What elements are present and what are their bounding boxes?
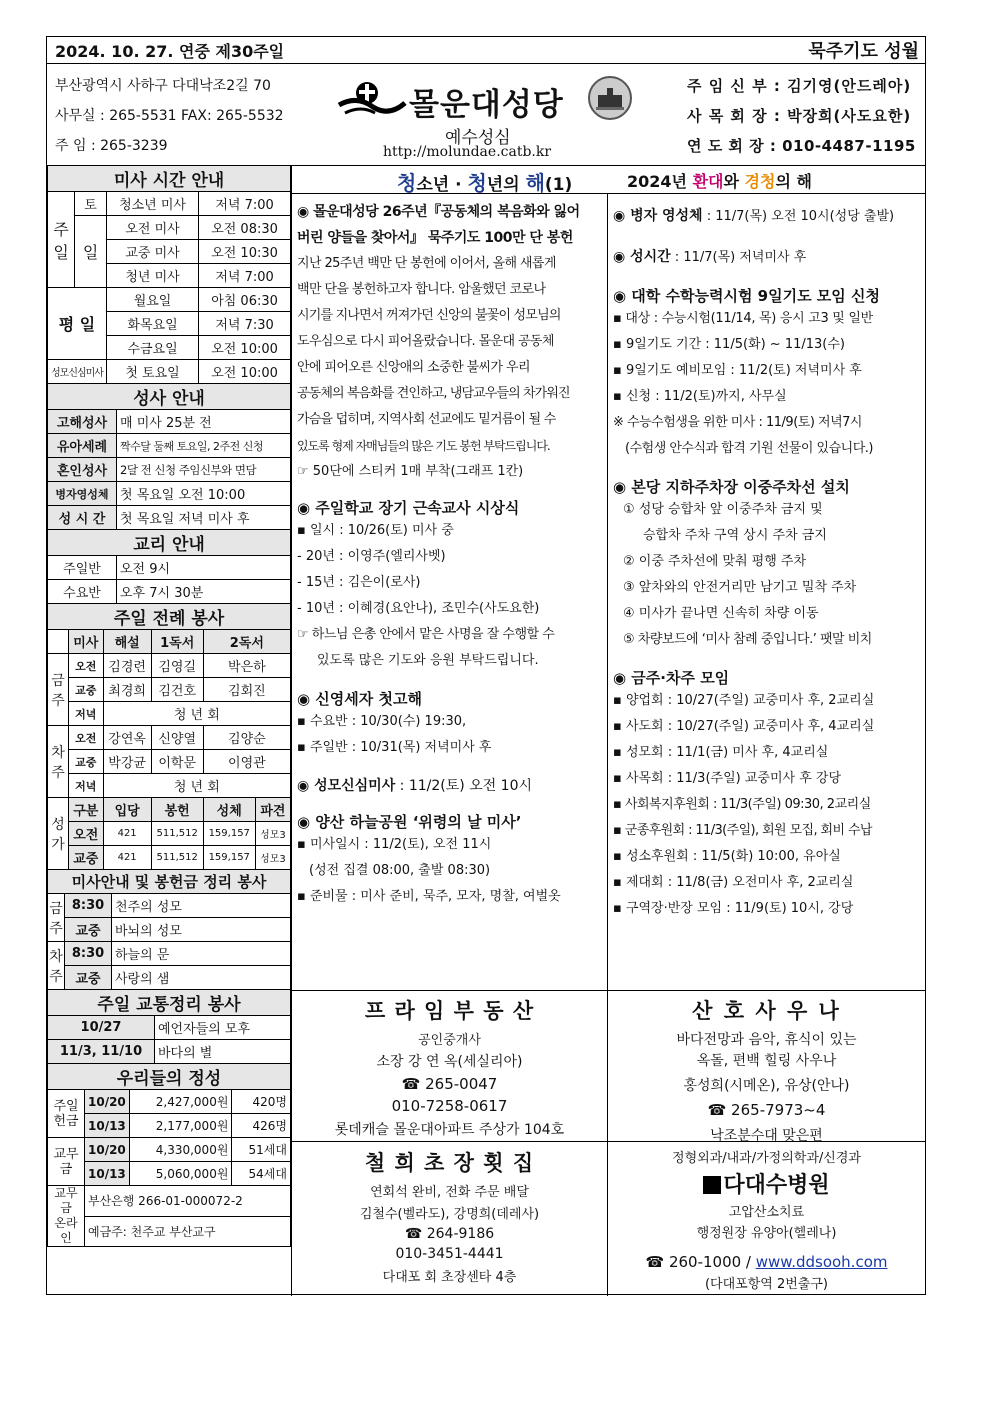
year-banner: 청소년 · 청년의 해(1) [397, 171, 573, 195]
notice-body: 공동체의 복음화를 견인하고, 냉담교우들의 차가워진 [297, 386, 570, 401]
this-week-label: 금주 [48, 654, 69, 726]
liturgy-person: 김경련 [103, 654, 151, 678]
notice-body: 안에 피어오른 신앙애의 소중한 불씨가 우리 [297, 360, 530, 375]
ad-realestate [292, 995, 607, 1139]
notice-line: ▪ 준비물 : 미사 준비, 묵주, 모자, 명찰, 여벌옷 [297, 889, 561, 904]
sunday-day-label: 일 [75, 216, 107, 288]
giving-count: 426명 [232, 1114, 291, 1138]
sacrament-title: 성사 안내 [48, 384, 291, 410]
offering-mass: 교중 [65, 966, 112, 990]
sacrament-key: 혼인성사 [48, 458, 117, 482]
mass-name: 월요일 [106, 288, 198, 312]
choir-hymn: 159,157 [203, 846, 255, 870]
parish-url[interactable]: http://molundae.catb.kr [383, 144, 552, 160]
catechism-key: 주일반 [48, 556, 117, 580]
church-emblem [587, 75, 633, 125]
offering-group: 바뇌의 성모 [112, 918, 291, 942]
online-label: 교무금 온라인 [48, 1186, 85, 1247]
parish-name: 몰운대성당 [409, 87, 564, 123]
giving-date: 10/13 [85, 1114, 130, 1138]
offering-mass: 8:30 [65, 894, 112, 918]
ad-line: 010-7258-0617 [391, 1097, 508, 1115]
liturgy-mass: 교중 [69, 678, 104, 702]
liturgy-person: 김양순 [203, 726, 290, 750]
notice-body: 백만 단을 봉헌하고자 합니다. 암울했던 코로나 [297, 282, 546, 297]
notice-holy-hour: ◉ 성시간 : 11/7(목) 저녁미사 후 [613, 249, 807, 265]
sacrament-key: 유아세례 [48, 434, 117, 458]
giving-count: 420명 [232, 1090, 291, 1114]
mass-time: 아침 06:30 [199, 288, 291, 312]
sacrament-key: 병자영성체 [48, 482, 117, 506]
notice-line: ▪ 주일반 : 10/31(목) 저녁미사 후 [297, 740, 492, 755]
notice-body: 시기를 지나면서 꺼져가던 신앙의 불꽃이 성모님의 [297, 308, 561, 323]
choir-hymn: 성모3 [255, 822, 290, 846]
choir-header: 파견 [255, 798, 290, 822]
saturday-label: 토 [75, 192, 107, 216]
catechism-key: 수요반 [48, 580, 117, 604]
notice-line: ▪ 군종후원회 : 11/3(주일), 회원 모집, 회비 수납 [613, 823, 872, 838]
choir-label: 성가 [48, 798, 69, 870]
traffic-date: 10/27 [48, 1016, 155, 1040]
sacrament-value: 2달 전 신청 주임신부와 면담 [117, 458, 291, 482]
hospital-link[interactable]: www.ddsooh.com [755, 1253, 888, 1271]
next-week-label: 차주 [48, 726, 69, 798]
liturgy-group: 청 년 회 [103, 702, 290, 726]
giving-amount: 5,060,000원 [129, 1162, 232, 1186]
notice-line: ▪ 사회복지후원회 : 11/3(주일) 09:30, 2교리실 [613, 797, 871, 812]
liturgy-mass: 저녁 [69, 702, 104, 726]
sacrament-value: 첫 목요일 오전 10:00 [117, 482, 291, 506]
mass-time: 오전 10:00 [199, 336, 291, 360]
notice-line: ▪ 성모회 : 11/1(금) 미사 후, 4교리실 [613, 745, 829, 760]
choir-hymn: 성모3 [255, 846, 290, 870]
notice-memorial-title: ◉ 양산 하늘공원 ‘위령의 날 미사’ [297, 813, 522, 831]
notice-line: - 10년 : 이혜경(요안나), 조민수(사도요한) [297, 601, 540, 616]
mass-time: 저녁 7:30 [199, 312, 291, 336]
ad-line: 연회석 완비, 전화 주문 배달 [370, 1185, 529, 1200]
traffic-date: 11/3, 11/10 [48, 1040, 155, 1064]
giving-count: 51세대 [232, 1138, 291, 1162]
notice-line: ③ 앞차와의 안전거리만 남기고 밀착 주차 [623, 580, 857, 595]
ad-sauna [608, 995, 925, 1145]
year-theme: 2024년 환대와 경청의 해 [627, 172, 812, 191]
choir-row-label: 교중 [69, 846, 104, 870]
notice-line: ▪ 구역장·반장 모임 : 11/9(토) 10시, 강당 [613, 901, 854, 916]
choir-hymn: 159,157 [203, 822, 255, 846]
liturgy-person: 강연옥 [103, 726, 151, 750]
notice-line: ▪ 제대회 : 11/8(금) 오전미사 후, 2교리실 [613, 875, 854, 890]
notice-line: ▪ 양업회 : 10/27(주일) 교중미사 후, 2교리실 [613, 693, 875, 708]
catechism-value: 오후 7시 30분 [117, 580, 291, 604]
ad-line: 홍성희(시메온), 유상(안나) [683, 1078, 850, 1094]
ad-line: ☎ 264-9186 [404, 1226, 495, 1242]
traffic-group: 바다의 별 [155, 1040, 291, 1064]
notice-teacher-title: ◉ 주일학교 장기 근속교사 시상식 [297, 499, 520, 517]
ad-line: ☎ 265-7973~4 [707, 1101, 826, 1119]
ad-line: 롯데캐슬 몰운대아파트 주상가 104호 [334, 1122, 565, 1138]
mass-name: 화목요일 [106, 312, 198, 336]
ad-name: 다대수병원 [608, 1168, 925, 1199]
notice-line: - 15년 : 김은이(로사) [297, 575, 421, 590]
intention-line: 묵주기도 성월 [808, 41, 919, 62]
offering-service-title: 미사안내 및 봉헌금 정리 봉사 [48, 870, 291, 894]
ad-line: ☎ 260-1000 / www.ddsooh.com [645, 1253, 888, 1271]
notice-line: (성전 집결 08:00, 출발 08:30) [309, 863, 491, 878]
liturgy-header: 1독서 [151, 630, 203, 654]
notice-body: 지난 25주년 백만 단 봉헌에 이어서, 올해 새롭게 [297, 256, 556, 271]
ad-line: 소장 강 연 옥(세실리아) [376, 1054, 523, 1070]
choir-hymn: 511,512 [151, 846, 203, 870]
holy-mass-label: 성모신심미사 [48, 360, 107, 384]
address: 부산광역시 사하구 다대낙조2길 70 [55, 78, 271, 94]
sacrament-value: 첫 목요일 저녁 미사 후 [117, 506, 291, 530]
notice-line: ② 이중 주차선에 맞춰 평행 주차 [623, 554, 807, 569]
liturgy-header: 2독서 [203, 630, 290, 654]
mass-name: 청소년 미사 [106, 192, 198, 216]
notice-line: 있도록 많은 기도와 응원 부탁드립니다. [317, 653, 539, 668]
notice-line: ▪ 사도회 : 10/27(주일) 교중미사 후, 4교리실 [613, 719, 875, 734]
ad-hospital [608, 1147, 925, 1292]
offering-group: 사랑의 샘 [112, 966, 291, 990]
choir-hymn: 421 [103, 822, 151, 846]
liturgy-person: 최경희 [103, 678, 151, 702]
choir-hymn: 511,512 [151, 822, 203, 846]
offering-next-week: 차주 [48, 942, 65, 990]
ad-name: 프 라 임 부 동 산 [364, 999, 535, 1023]
choir-header: 입당 [103, 798, 151, 822]
notice-rosary-title-b: 버린 양들을 찾아서』 묵주기도 100만 단 봉헌 [297, 230, 573, 246]
sacrament-value: 짝수달 둘째 토요일, 2주전 신청 [117, 434, 291, 458]
mass-name: 첫 토요일 [106, 360, 198, 384]
liturgy-title: 주일 전례 봉사 [48, 604, 291, 630]
ad-line: (다대포항역 2번출구) [704, 1277, 828, 1292]
bank-account: 부산은행 266-01-000072-2 [85, 1186, 291, 1217]
notice-line: ▪ 대상 : 수능시험(11/14, 목) 응시 고3 및 일반 [613, 311, 873, 326]
ad-line: 고압산소치료 [728, 1205, 805, 1220]
notice-line: ▪ 성소후원회 : 11/5(화) 10:00, 유아실 [613, 849, 841, 864]
ad-restaurant [292, 1147, 607, 1285]
notice-line: ▪ 미사일시 : 11/2(토), 오전 11시 [297, 837, 492, 852]
giving-date: 10/20 [85, 1090, 130, 1114]
giving-amount: 4,330,000원 [129, 1138, 232, 1162]
ad-line: ☎ 265-0047 [401, 1075, 498, 1093]
sunday-label: 주 일 [48, 192, 75, 288]
weekday-label: 평 일 [48, 288, 107, 360]
region-head: 연 도 회 장 : 010-4487-1195 [687, 137, 916, 155]
ad-line: 낙조분수대 맞은편 [710, 1128, 823, 1144]
offering-group: 하늘의 문 [112, 942, 291, 966]
notice-parking-title: ◉ 본당 지하주차장 이중주차선 설치 [613, 478, 850, 496]
catechism-title: 교리 안내 [48, 530, 291, 556]
notice-body: 가슴을 덥히며, 지역사회 선교에도 밑거름이 될 수 [297, 412, 556, 427]
notice-line: ▪ 9일기도 기간 : 11/5(화) ~ 11/13(수) [613, 337, 845, 352]
liturgy-group: 청 년 회 [103, 774, 290, 798]
choir-header: 봉헌 [151, 798, 203, 822]
mass-time: 오전 10:00 [199, 360, 291, 384]
mass-time: 저녁 7:00 [199, 264, 291, 288]
residence-phone: 주 임 : 265-3239 [55, 138, 168, 154]
choir-header: 성체 [203, 798, 255, 822]
sacrament-key: 성 시 간 [48, 506, 117, 530]
sunday-offering-label: 주일 헌금 [48, 1090, 85, 1138]
sacrament-table [47, 383, 291, 530]
catechism-value: 오전 9시 [117, 556, 291, 580]
dues-label: 교무 금 [48, 1138, 85, 1186]
ad-line: 바다전망과 음악, 휴식이 있는 [676, 1032, 857, 1048]
liturgy-person: 박은하 [203, 654, 290, 678]
mass-time: 저녁 7:00 [199, 192, 291, 216]
giving-title: 우리들의 정성 [48, 1064, 291, 1090]
notice-line: (수험생 안수식과 합격 기원 선물이 있습니다.) [625, 441, 873, 456]
notice-line: 승합차 주차 구역 상시 주차 금지 [643, 528, 827, 543]
notice-confession-title: ◉ 신영세자 첫고해 [297, 690, 422, 708]
liturgy-person: 신양열 [151, 726, 203, 750]
giving-amount: 2,427,000원 [129, 1090, 232, 1114]
traffic-group: 예언자들의 모후 [155, 1016, 291, 1040]
catechism-table [47, 529, 291, 604]
giving-date: 10/13 [85, 1162, 130, 1186]
mass-name: 오전 미사 [106, 216, 198, 240]
notice-communion: ◉ 병자 영성체 : 11/7(목) 오전 10시(성당 출발) [613, 208, 895, 224]
giving-date: 10/20 [85, 1138, 130, 1162]
patron: 예수성심 [445, 128, 511, 148]
liturgy-person: 김영길 [151, 654, 203, 678]
choir-hymn: 421 [103, 846, 151, 870]
ad-line: 공인중개사 [418, 1033, 481, 1048]
right-notices [613, 203, 925, 922]
notice-rosary-title-a: ◉ 몰운대성당 26주년『공동체의 복음화와 잃어 [297, 204, 580, 220]
notice-meetings-title: ◉ 금주·차주 모임 [613, 669, 730, 687]
liturgy-table [47, 603, 291, 870]
mass-title: 미사 시간 안내 [48, 166, 291, 192]
liturgy-mass: 오전 [69, 654, 104, 678]
traffic-table [47, 989, 291, 1064]
ad-name: 산 호 사 우 나 [692, 999, 841, 1023]
notice-line: ④ 미사가 끝나면 신속히 차량 이동 [623, 606, 819, 621]
notice-note: ☞ 50단에 스티커 1매 부착(그래프 1칸) [297, 464, 524, 479]
account-holder: 예금주: 천주교 부산교구 [85, 1216, 291, 1247]
ad-line: 정형외과/내과/가정의학과/신경과 [672, 1151, 861, 1166]
notice-line: ① 성당 승합차 앞 이중주차 금지 및 [623, 502, 823, 517]
choir-header: 구분 [69, 798, 104, 822]
liturgy-person: 김회진 [203, 678, 290, 702]
hospital-logo-icon [703, 1176, 721, 1194]
bulletin-page [46, 36, 926, 1295]
mass-schedule-table [47, 165, 291, 384]
mass-time: 오전 10:30 [199, 240, 291, 264]
ad-line: 김철수(벨라도), 강명희(데레사) [359, 1207, 540, 1222]
notice-line: ※ 수능수험생을 위한 미사 : 11/9(토) 저녁7시 [613, 415, 862, 430]
liturgy-person: 박강균 [103, 750, 151, 774]
notice-line: ▪ 신청 : 11/2(토)까지, 사무실 [613, 389, 787, 404]
offering-service-table [47, 869, 291, 990]
liturgy-person: 이학문 [151, 750, 203, 774]
date-line: 2024. 10. 27. 연중 제30주일 [55, 42, 285, 61]
ad-name: 철 희 초 장 횟 집 [364, 1151, 535, 1175]
choir-row-label: 오전 [69, 822, 104, 846]
giving-table [47, 1063, 291, 1247]
sacrament-value: 매 미사 25분 전 [117, 410, 291, 434]
council-head: 사 목 회 장 : 박장희(사도요한) [687, 107, 912, 125]
offering-mass: 교중 [65, 918, 112, 942]
notice-line: ⑤ 차량보드에 ‘미사 참례 중입니다.’ 팻말 비치 [623, 632, 872, 647]
liturgy-person: 김건호 [151, 678, 203, 702]
liturgy-person: 이영관 [203, 750, 290, 774]
parish-logo [337, 79, 407, 123]
notice-line: ▪ 9일기도 예비모임 : 11/2(토) 저녁미사 후 [613, 363, 862, 378]
liturgy-mass: 교중 [69, 750, 104, 774]
liturgy-mass: 오전 [69, 726, 104, 750]
mass-name: 청년 미사 [106, 264, 198, 288]
mass-name: 수금요일 [106, 336, 198, 360]
pastor: 주 임 신 부 : 김기영(안드레아) [687, 77, 912, 95]
offering-this-week: 금주 [48, 894, 65, 942]
ad-line: 옥돌, 편백 힐링 사우나 [696, 1053, 837, 1069]
liturgy-header: 미사 [69, 630, 104, 654]
notice-marian-mass: ◉ 성모신심미사 : 11/2(토) 오전 10시 [297, 778, 533, 794]
ad-line: 다대포 회 초장센타 4층 [382, 1270, 517, 1285]
traffic-title: 주일 교통정리 봉사 [48, 990, 291, 1016]
notice-line: ▪ 사목회 : 11/3(주일) 교중미사 후 강당 [613, 771, 842, 786]
giving-amount: 2,177,000원 [129, 1114, 232, 1138]
middle-notices [297, 199, 603, 910]
mass-name: 교중 미사 [106, 240, 198, 264]
notice-line: ☞ 하느님 은총 안에서 맡은 사명을 잘 수행할 수 [297, 627, 555, 642]
notice-line: ▪ 일시 : 10/26(토) 미사 중 [297, 523, 454, 538]
ad-line: 행정원장 유양아(헬레나) [696, 1226, 837, 1241]
ad-line: 010-3451-4441 [395, 1246, 504, 1262]
liturgy-mass: 저녁 [69, 774, 104, 798]
notice-line: - 20년 : 이영주(엘리사벳) [297, 549, 446, 564]
offering-mass: 8:30 [65, 942, 112, 966]
mass-time: 오전 08:30 [199, 216, 291, 240]
notice-exam-title: ◉ 대학 수학능력시험 9일기도 모임 신청 [613, 287, 880, 305]
office-phone: 사무실 : 265-5531 FAX: 265-5532 [55, 108, 284, 124]
notice-line: ▪ 수요반 : 10/30(수) 19:30, [297, 714, 467, 729]
giving-count: 54세대 [232, 1162, 291, 1186]
notice-body: 도우심으로 다시 피어올랐습니다. 몰운대 공동체 [297, 334, 554, 349]
sacrament-key: 고해성사 [48, 410, 117, 434]
liturgy-header: 해설 [103, 630, 151, 654]
offering-group: 천주의 성모 [112, 894, 291, 918]
notice-body: 있도록 형제 자매님들의 많은 기도 봉헌 부탁드립니다. [297, 439, 550, 453]
